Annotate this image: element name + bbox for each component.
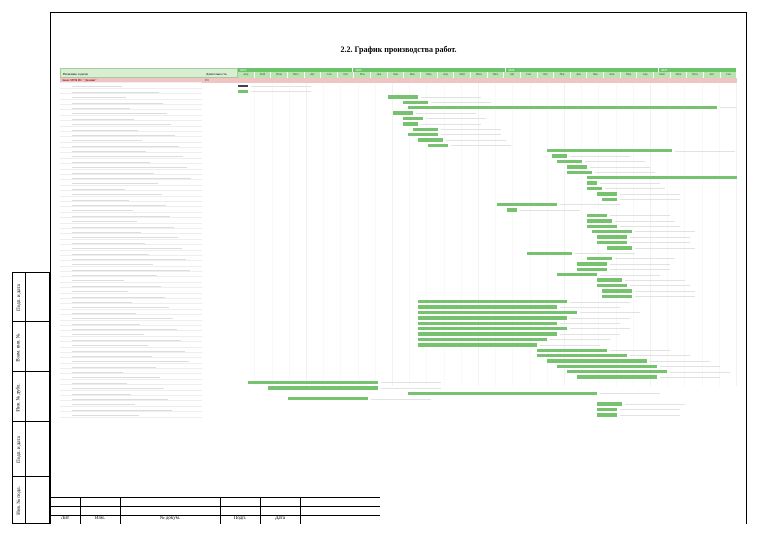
timeline-year: 2026 bbox=[506, 68, 659, 72]
timeline-month: Май bbox=[255, 72, 272, 78]
timeline-month: Апр bbox=[637, 72, 654, 78]
gantt-task-bar[interactable] bbox=[557, 273, 597, 276]
timeline-month: Фев bbox=[604, 72, 621, 78]
gantt-task-bar[interactable] bbox=[418, 322, 558, 325]
gantt-bar-label-placeholder bbox=[605, 188, 665, 189]
gantt-task-bar[interactable] bbox=[418, 338, 548, 341]
gantt-bar-label-placeholder bbox=[630, 237, 690, 238]
stamp-vline bbox=[300, 497, 301, 524]
gantt-task-bar[interactable] bbox=[577, 375, 657, 378]
gantt-task-bar[interactable] bbox=[567, 370, 667, 373]
timeline-month: Янв bbox=[388, 72, 405, 78]
timeline-month: Сен bbox=[721, 72, 738, 78]
gantt-task-bar[interactable] bbox=[602, 295, 632, 298]
gantt-bar-label-placeholder bbox=[560, 323, 620, 324]
gantt-bar-label-placeholder bbox=[580, 312, 640, 313]
gantt-task-bar[interactable] bbox=[587, 187, 602, 190]
gantt-bar-label-placeholder bbox=[620, 226, 680, 227]
side-stamp bbox=[12, 272, 50, 524]
timeline-month: Сен bbox=[321, 72, 338, 78]
gantt-task-bar[interactable] bbox=[497, 203, 557, 206]
gantt-bar-label-placeholder bbox=[600, 393, 660, 394]
gantt-bar-label-placeholder bbox=[421, 97, 481, 98]
gantt-bar-label-placeholder bbox=[630, 355, 690, 356]
gantt-task-bar[interactable] bbox=[418, 332, 558, 335]
gantt-task-bar[interactable] bbox=[607, 246, 632, 249]
gantt-bar-label-placeholder bbox=[610, 215, 670, 216]
gantt-task-bar[interactable] bbox=[547, 149, 672, 152]
summary-task-name: Заказ МТЯ ИС "Долина" bbox=[60, 78, 202, 83]
gantt-bar-label-placeholder bbox=[635, 291, 695, 292]
gantt-task-bar[interactable] bbox=[248, 381, 378, 384]
timeline-month: Апр bbox=[438, 72, 455, 78]
gantt-bar-label-placeholder bbox=[575, 253, 635, 254]
gantt-task-bar[interactable] bbox=[418, 316, 568, 319]
gantt-bar-label-placeholder bbox=[550, 339, 610, 340]
gantt-bar-label-placeholder bbox=[610, 269, 670, 270]
duration-header: Длительность bbox=[206, 72, 227, 76]
gantt-bar-label-placeholder bbox=[560, 334, 620, 335]
gantt-task-bar[interactable] bbox=[587, 225, 617, 228]
gantt-rows bbox=[60, 78, 737, 418]
gantt-bar-label-placeholder bbox=[441, 134, 501, 135]
gantt-bar-label-placeholder bbox=[635, 248, 695, 249]
task-name-header: Название задачи bbox=[63, 72, 88, 76]
gantt-bar-label-placeholder bbox=[615, 258, 675, 259]
gantt-task-bar[interactable] bbox=[418, 300, 568, 303]
gantt-task-bar[interactable] bbox=[537, 349, 607, 352]
gantt-task-bar[interactable] bbox=[587, 214, 607, 217]
gantt-chart bbox=[60, 68, 737, 386]
timeline-month: Июн bbox=[671, 72, 688, 78]
side-label-2: Взам. инв. № bbox=[16, 332, 22, 362]
gantt-bar-label-placeholder bbox=[381, 388, 441, 389]
task-name-placeholder bbox=[60, 412, 202, 417]
gantt-task-bar[interactable] bbox=[408, 392, 598, 395]
gantt-task-bar[interactable] bbox=[602, 289, 632, 292]
timeline-month: Окт bbox=[538, 72, 555, 78]
gantt-task-bar[interactable] bbox=[418, 311, 578, 314]
timeline-month: Авг bbox=[305, 72, 322, 78]
gantt-task-bar[interactable] bbox=[428, 144, 448, 147]
gantt-bar-label-placeholder bbox=[446, 140, 506, 141]
gantt-bar-label-placeholder bbox=[635, 231, 695, 232]
gantt-task-bar[interactable] bbox=[418, 343, 538, 346]
gantt-task-bar[interactable] bbox=[587, 176, 737, 179]
gantt-task-bar[interactable] bbox=[597, 402, 622, 405]
timeline-year: 2025 bbox=[353, 68, 506, 72]
gantt-task-bar[interactable] bbox=[268, 386, 378, 389]
gantt-bar-label-placeholder bbox=[560, 204, 620, 205]
gantt-bar-label-placeholder bbox=[371, 399, 431, 400]
side-label-5: Инв. № подл. bbox=[16, 486, 22, 515]
gantt-timeline bbox=[238, 68, 737, 78]
gantt-bar-label-placeholder bbox=[251, 86, 311, 87]
gantt-bar-label-placeholder bbox=[451, 145, 511, 146]
gantt-bar-label-placeholder bbox=[381, 382, 441, 383]
gantt-task-bar[interactable] bbox=[418, 305, 558, 308]
timeline-month: Фев bbox=[404, 72, 421, 78]
gantt-bar-label-placeholder bbox=[431, 102, 491, 103]
timeline-month: Ноя bbox=[354, 72, 371, 78]
gantt-bar-label-placeholder bbox=[595, 172, 655, 173]
timeline-month: Июн bbox=[271, 72, 288, 78]
gantt-bar-label-placeholder bbox=[590, 167, 650, 168]
gantt-task-bar[interactable] bbox=[587, 257, 612, 260]
gantt-task-bar[interactable] bbox=[597, 413, 617, 416]
section-title: 2.2. График производства работ. bbox=[340, 45, 457, 54]
gantt-bar-label-placeholder bbox=[650, 361, 710, 362]
timeline-month: Авг bbox=[704, 72, 721, 78]
stamp-header-sign: Подп. bbox=[233, 516, 247, 521]
gantt-bar-label-placeholder bbox=[620, 409, 680, 410]
gantt-task-bar[interactable] bbox=[597, 235, 627, 238]
gantt-bar-label-placeholder bbox=[600, 275, 660, 276]
timeline-year: 2027 bbox=[659, 68, 737, 72]
side-label-1: Подп. и дата bbox=[16, 283, 22, 311]
gantt-task-bar[interactable] bbox=[288, 397, 368, 400]
stamp-header-lit: Лит bbox=[60, 516, 70, 521]
gantt-task-bar[interactable] bbox=[403, 101, 428, 104]
gantt-bar-label-placeholder bbox=[416, 113, 476, 114]
gantt-bar-label-placeholder bbox=[720, 107, 737, 108]
gantt-task-bar[interactable] bbox=[567, 165, 587, 168]
gantt-task-bar[interactable] bbox=[597, 192, 617, 195]
gantt-bar-label-placeholder bbox=[635, 296, 695, 297]
stamp-line bbox=[50, 497, 380, 498]
gantt-task-bar[interactable] bbox=[388, 95, 418, 98]
timeline-month: Дек bbox=[571, 72, 588, 78]
side-label-4: Подп. и дата bbox=[16, 436, 22, 463]
gantt-bar-label-placeholder bbox=[610, 350, 670, 351]
stamp-header-doc: № докум. bbox=[159, 516, 181, 521]
gantt-bar-label-placeholder bbox=[615, 221, 675, 222]
gantt-bar-label-placeholder bbox=[660, 366, 720, 367]
gantt-bar-label-placeholder bbox=[670, 372, 730, 373]
gantt-bar-label-placeholder bbox=[520, 210, 580, 211]
gantt-bar-label-placeholder bbox=[625, 404, 685, 405]
gantt-bar-label-placeholder bbox=[630, 285, 690, 286]
gantt-task-bar[interactable] bbox=[597, 284, 627, 287]
gantt-task-bar[interactable] bbox=[547, 359, 647, 362]
gantt-bar-label-placeholder bbox=[570, 156, 630, 157]
gantt-bar-label-placeholder bbox=[620, 415, 680, 416]
gantt-bar-label-placeholder bbox=[585, 161, 645, 162]
gantt-bar-label-placeholder bbox=[610, 264, 670, 265]
gantt-bar-label-placeholder bbox=[630, 242, 690, 243]
gantt-bar-label-placeholder bbox=[540, 345, 600, 346]
timeline-year: 2024 bbox=[238, 68, 353, 72]
gantt-task-bar[interactable] bbox=[507, 208, 517, 211]
gantt-bar-label-placeholder bbox=[570, 328, 630, 329]
gantt-task-bar[interactable] bbox=[408, 106, 717, 109]
gantt-task-bar[interactable] bbox=[527, 252, 572, 255]
gantt-left-header bbox=[60, 68, 238, 78]
timeline-month: Май bbox=[654, 72, 671, 78]
gantt-task-bar[interactable] bbox=[238, 90, 248, 93]
gantt-task-bar[interactable] bbox=[413, 128, 438, 131]
gantt-task-bar[interactable] bbox=[577, 262, 607, 265]
timeline-month: Июл bbox=[687, 72, 704, 78]
gantt-task-bar[interactable] bbox=[592, 230, 632, 233]
timeline-month: Мар bbox=[621, 72, 638, 78]
timeline-month: Окт bbox=[338, 72, 355, 78]
timeline-month: Ноя bbox=[554, 72, 571, 78]
gantt-bar-label-placeholder bbox=[570, 318, 630, 319]
gantt-bar-label-placeholder bbox=[441, 129, 501, 130]
gantt-bar-label-placeholder bbox=[625, 280, 685, 281]
gantt-task-bar[interactable] bbox=[418, 327, 568, 330]
timeline-month: Мар bbox=[421, 72, 438, 78]
gantt-task-bar[interactable] bbox=[408, 133, 438, 136]
gantt-task-bar[interactable] bbox=[403, 117, 423, 120]
summary-task-duration: 931 bbox=[205, 79, 209, 82]
gantt-task-bar[interactable] bbox=[418, 138, 443, 141]
gantt-bar-label-placeholder bbox=[620, 194, 680, 195]
gantt-bar-label-placeholder bbox=[620, 199, 680, 200]
timeline-month: Июл bbox=[488, 72, 505, 78]
gantt-bar-label-placeholder bbox=[570, 302, 630, 303]
gantt-bar-label-placeholder bbox=[251, 91, 311, 92]
gantt-task-row[interactable] bbox=[60, 412, 737, 417]
timeline-month: Июн bbox=[471, 72, 488, 78]
timeline-month: Июл bbox=[288, 72, 305, 78]
gantt-bar-label-placeholder bbox=[560, 307, 620, 308]
gantt-task-bar[interactable] bbox=[602, 198, 617, 201]
timeline-month: Авг bbox=[504, 72, 521, 78]
gantt-task-bar[interactable] bbox=[597, 408, 617, 411]
timeline-month: Сен bbox=[521, 72, 538, 78]
gantt-bar-label-placeholder bbox=[600, 183, 660, 184]
side-label-3: Инв. № дубл. bbox=[16, 382, 22, 412]
timeline-month: Апр bbox=[238, 72, 255, 78]
gantt-task-bar[interactable] bbox=[577, 268, 607, 271]
gantt-task-bar[interactable] bbox=[587, 219, 612, 222]
timeline-month: Май bbox=[454, 72, 471, 78]
gantt-task-bar[interactable] bbox=[537, 354, 627, 357]
gantt-bar-label-placeholder bbox=[421, 124, 481, 125]
gantt-task-bar[interactable] bbox=[393, 111, 413, 114]
gantt-task-bar[interactable] bbox=[403, 122, 418, 125]
gantt-task-bar[interactable] bbox=[552, 154, 567, 157]
timeline-month: Дек bbox=[371, 72, 388, 78]
stamp-header-date: Дата bbox=[275, 516, 285, 521]
gantt-task-bar[interactable] bbox=[597, 241, 627, 244]
gantt-task-bar[interactable] bbox=[557, 365, 657, 368]
gantt-task-bar[interactable] bbox=[587, 181, 597, 184]
gantt-bar-label-placeholder bbox=[660, 377, 720, 378]
gantt-task-bar[interactable] bbox=[567, 171, 592, 174]
gantt-bar-label-placeholder bbox=[426, 118, 486, 119]
timeline-month: Янв bbox=[587, 72, 604, 78]
gantt-task-bar[interactable] bbox=[238, 85, 248, 86]
gantt-task-bar[interactable] bbox=[597, 278, 622, 281]
stamp-header-izm: Изм. bbox=[95, 516, 105, 521]
stamp-line bbox=[50, 506, 380, 507]
bottom-stamp bbox=[50, 497, 380, 524]
gantt-task-bar[interactable] bbox=[557, 160, 582, 163]
gantt-bar-label-placeholder bbox=[675, 151, 735, 152]
